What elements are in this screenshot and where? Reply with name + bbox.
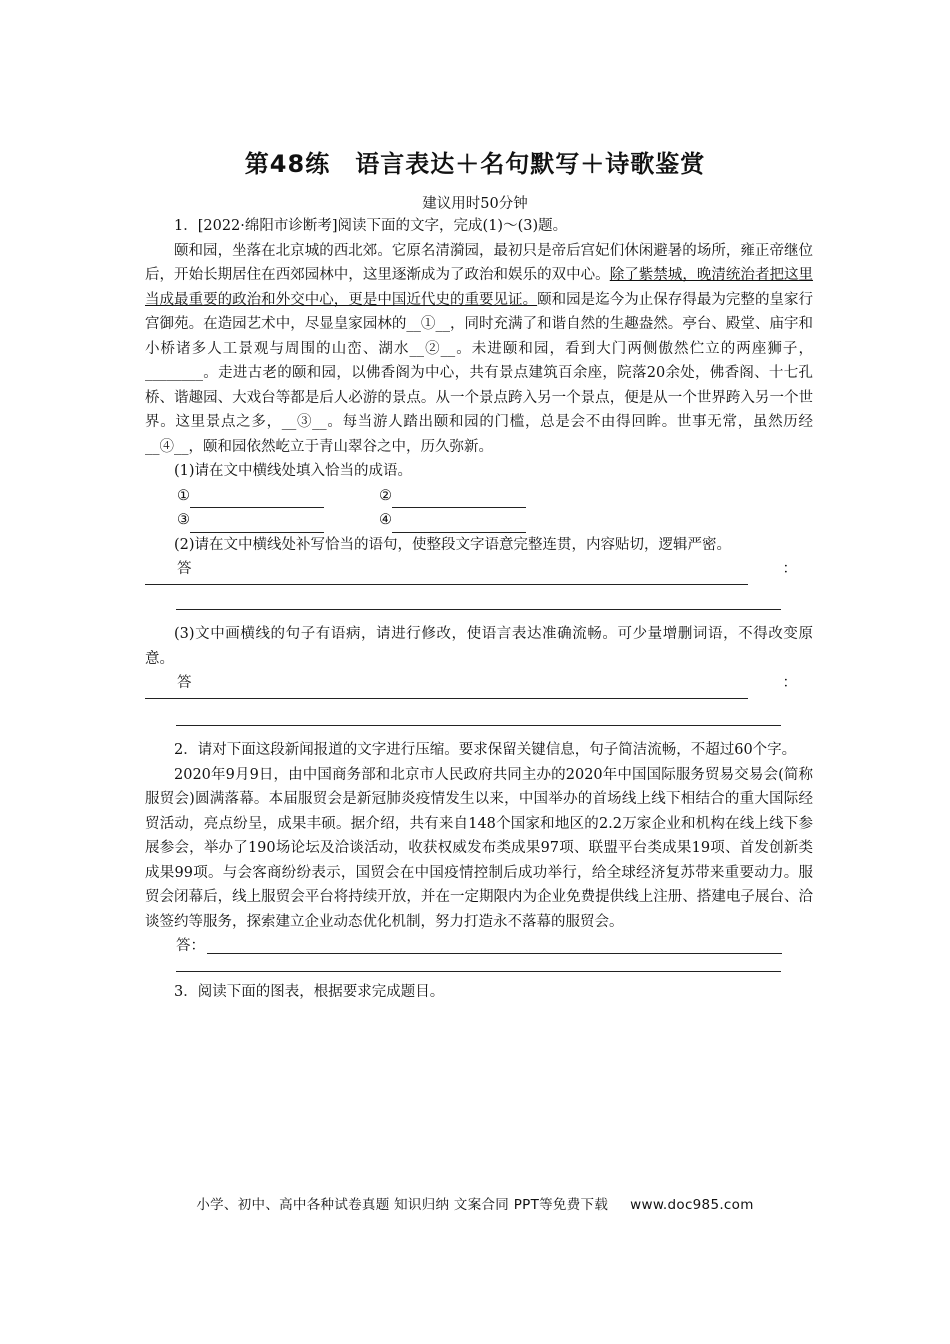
q1-sub1: (1)请在文中横线处填入恰当的成语。	[174, 463, 413, 479]
answer-row-sub2	[145, 557, 813, 584]
question-content	[145, 214, 813, 1005]
answer-row-sub3	[145, 671, 813, 698]
q2-answer-row	[145, 934, 813, 958]
page-title: 第48练 语言表达＋名句默写＋诗歌鉴赏	[244, 150, 706, 178]
blank-row-2	[145, 508, 813, 533]
q2-stem: 2．请对下面这段新闻报道的文字进行压缩。要求保留关键信息，句子简洁流畅，不超过60个字。	[174, 742, 797, 758]
q1-underlined-sentence: 除了紫禁城，晚清统治者把这里当成最重要的政治和外交中心，更是中国近代史的重要见证。	[145, 267, 814, 308]
answer-colon: ：	[782, 675, 797, 691]
q1-passage-part-a: 颐和园，坐落在北京城的西北郊。它原名清漪园，最初只是帝后宫妃们休闲避暑的场所，雍正帝继位后，开始长期居住在西郊园林中，这里逐渐成为了政治和娱乐的双中心。	[145, 242, 813, 283]
answer-label: 答	[177, 675, 192, 691]
q2-passage: 2020年9月9日，由中国商务部和北京市人民政府共同主办的2020年中国国际服务贸易交易会(简称服贸会)圆满落幕。本届服贸会是新冠肺炎疫情发生以来，中国举办的首场线上线下相结合的重大国际经贸活动，亮点纷呈，成果丰硕。据介绍，共有来自148个国家和地区的2.2万家企业和机构在线上线下参展参会，举办了190场论坛及洽谈活动，收获权威发布类成果97项、联盟平台类成果19项、首发创新类成果99项。与会客商纷纷表示，国贸会在中国疫情控制后成功举行，给全球经济复苏带来重要动力。服贸会闭幕后，线上服贸会平台将持续开放，并在一定期限内为企业免费提供线上注册、搭建电子展台、洽谈签约等服务，探索建立企业动态优化机制，努力打造永不落幕的服贸会。	[145, 766, 813, 930]
blank-line	[190, 515, 324, 533]
blank-line	[190, 490, 324, 508]
blank-4[interactable]: ④	[379, 508, 581, 533]
q3-stem: 3．阅读下面的图表，根据要求完成题目。	[174, 984, 445, 1000]
footer-url[interactable]: www.doc985.com	[630, 1197, 754, 1213]
blank-2[interactable]: ②	[379, 484, 581, 509]
q1-passage	[145, 239, 813, 460]
blank-line	[392, 515, 526, 533]
page-footer	[0, 1193, 950, 1213]
answer-line[interactable]	[207, 953, 782, 954]
q1-passage-part-b: 颐和园是迄今为止保存得最为完整的皇家行宫御苑。在造园艺术中，尽显皇家园林的__①__，同时充满了和谐自然的生趣盎然。亭台、殿堂、庙宇和小桥诸多人工景观与周围的山峦、湖水__②__。未进颐和园，看到大门两侧傲然伫立的两座狮子，________。走进古老的颐和园，以佛香阁为中心，共有景点建筑百余座，院落20余处，佛香阁、十七孔桥、谐趣园、大戏台等都是后人必游的景点。从一个景点跨入另一个景点，便是从一个世界跨入另一个世界。这里景点之多，__③__。每当游人踏出颐和园的门槛，总是会不由得回眸。世事无常，虽然历经__④__，颐和园依然屹立于青山翠谷之中，历久弥新。	[145, 291, 814, 455]
answer-label: 答	[177, 561, 192, 577]
time-suggestion: 建议用时50分钟	[422, 196, 528, 212]
blank-line	[392, 490, 526, 508]
blank-1[interactable]: ①	[177, 484, 379, 509]
blank-row-1	[145, 484, 813, 509]
answer-colon: ：	[782, 561, 797, 577]
q1-stem: 1．[2022·绵阳市诊断考]阅读下面的文字，完成(1)～(3)题。	[174, 218, 568, 234]
q1-sub3: (3)文中画横线的句子有语病，请进行修改，使语言表达准确流畅。可少量增删词语，不得改变原意。	[145, 626, 813, 667]
blank-3[interactable]: ③	[177, 508, 379, 533]
q1-sub2: (2)请在文中横线处补写恰当的语句，使整段文字语意完整连贯，内容贴切，逻辑严密。	[174, 536, 732, 553]
footer-text: 小学、初中、高中各种试卷真题 知识归纳 文案合同 PPT等免费下载	[196, 1197, 609, 1213]
answer-label: 答：	[176, 938, 205, 954]
